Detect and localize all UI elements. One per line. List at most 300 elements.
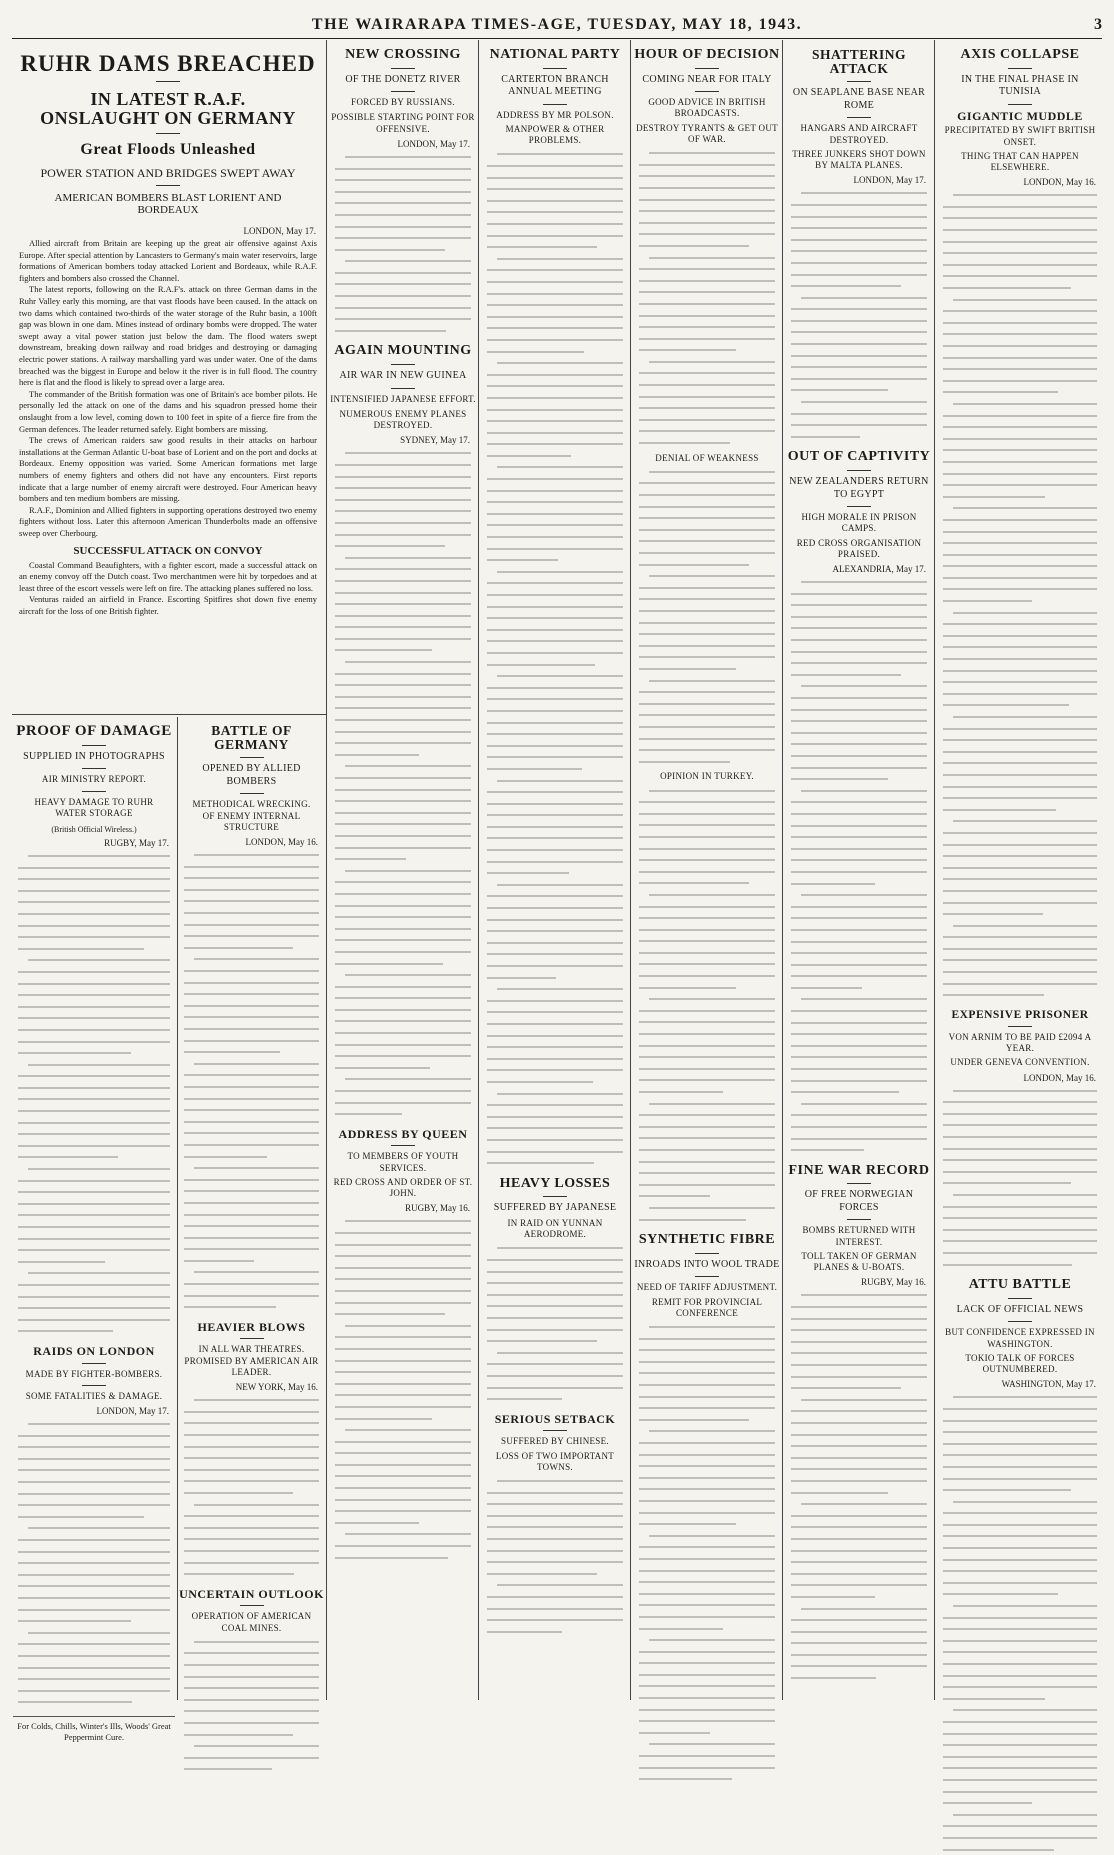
text-line [487, 148, 623, 160]
text-line [335, 587, 471, 599]
text-line [18, 1453, 170, 1465]
divider [156, 185, 180, 186]
text-line [18, 1638, 170, 1650]
text-line [184, 1093, 319, 1105]
text-line [335, 1366, 471, 1378]
text-line [184, 1255, 319, 1267]
text-line [639, 808, 775, 820]
text-line [335, 313, 471, 325]
text-line [943, 804, 1097, 816]
text-line [335, 876, 471, 888]
divider [82, 1385, 106, 1386]
text-line [18, 1256, 170, 1268]
text-line [791, 1289, 927, 1301]
article-text [184, 1636, 319, 1775]
text-line [791, 1040, 927, 1052]
text-line [18, 1499, 170, 1511]
text-line [487, 577, 623, 589]
paragraph: Coastal Command Beaufighters, with a fighter escort, made a successful attack on an enemy convoy off the Dutch coast. Two merchantmen were hit by torpedoes and at least three of the escort vessels were left on fire. The attacking planes suffered no loss. [19, 560, 317, 595]
headline: AXIS COLLAPSE [938, 48, 1102, 63]
text-line [487, 1393, 623, 1405]
text-line [639, 663, 775, 675]
text-line [184, 1694, 319, 1706]
subheadline: SUFFERED BY JAPANESE [482, 1202, 628, 1215]
text-line [487, 1533, 623, 1545]
text-line [335, 818, 471, 830]
text-line [487, 995, 623, 1007]
text-line [791, 1005, 927, 1017]
text-line [184, 965, 319, 977]
text-line [943, 583, 1097, 595]
text-line [791, 245, 927, 257]
text-line [184, 1557, 319, 1569]
text-line [943, 1507, 1097, 1519]
text-line [639, 958, 775, 970]
text-line [18, 1650, 170, 1662]
text-line [943, 769, 1097, 781]
text-line [639, 402, 775, 414]
text-line [791, 1533, 927, 1545]
text-line [487, 937, 623, 949]
text-line [184, 849, 319, 861]
text-line [487, 357, 623, 369]
text-line [791, 657, 927, 669]
text-line [18, 862, 170, 874]
text-line [791, 222, 927, 234]
text-line [487, 392, 623, 404]
text-line [335, 1540, 471, 1552]
text-line [791, 1660, 927, 1672]
text-line [639, 1530, 775, 1542]
text-line [335, 244, 471, 256]
text-line [335, 517, 471, 529]
text-line [943, 1096, 1097, 1108]
text-line [639, 217, 775, 229]
text-line [487, 450, 623, 462]
text-line [791, 1521, 927, 1533]
text-line [791, 843, 927, 855]
text-line [487, 763, 623, 775]
text-line [639, 721, 775, 733]
text-line [184, 1127, 319, 1139]
subheadline: POWER STATION AND BRIDGES SWEPT AWAY [14, 167, 322, 180]
hour-article [634, 44, 780, 1704]
text-line [639, 275, 775, 287]
text-line [943, 966, 1097, 978]
text-line [639, 993, 775, 1005]
text-line [943, 1600, 1097, 1612]
text-line [184, 1266, 319, 1278]
subheadline: GOOD ADVICE IN BRITISH BROADCASTS. [634, 97, 780, 120]
text-line [18, 1267, 170, 1279]
text-line [943, 1177, 1097, 1189]
text-line [791, 1591, 927, 1603]
text-line [335, 1470, 471, 1482]
text-line [335, 1250, 471, 1262]
text-line [184, 1081, 319, 1093]
text-line [639, 1518, 775, 1530]
text-line [335, 174, 471, 186]
text-line [487, 1018, 623, 1030]
text-line [335, 784, 471, 796]
text-line [791, 1371, 927, 1383]
headline: FINE WAR RECORD [786, 1164, 932, 1179]
text-line [18, 1012, 170, 1024]
text-line [487, 311, 623, 323]
text-line [943, 224, 1097, 236]
text-line [791, 1086, 927, 1098]
text-line [639, 1472, 775, 1484]
text-line [335, 668, 471, 680]
text-line [943, 328, 1097, 340]
text-line [943, 1588, 1097, 1600]
text-line [791, 715, 927, 727]
dateline: LONDON, May 17. [13, 1406, 169, 1416]
text-line [18, 1221, 170, 1233]
text-line [18, 1070, 170, 1082]
dateline: RUGBY, May 16. [330, 1203, 470, 1213]
paragraph: Venturas raided an airfield in France. Escorting Spitfires shot down five enemy aircraft for the loss of one British fighter. [19, 594, 317, 617]
text-line [791, 280, 927, 292]
text-line [18, 1302, 170, 1314]
text-line [184, 1752, 319, 1764]
text-line [335, 865, 471, 877]
text-line [335, 807, 471, 819]
subheadline: AIR WAR IN NEW GUINEA [330, 370, 476, 383]
text-line [487, 531, 623, 543]
text-line [487, 751, 623, 763]
headline: NATIONAL PARTY [482, 48, 628, 63]
text-line [943, 305, 1097, 317]
paragraph: The commander of the British formation was one of Britain's ace bomber pilots. He personally led the attack on one of the dams and his squadron pressed home their onslaught from a low level, coming down to 100 feet in spite of a fierce fire from the German defences. The leader returned safely. Eight bombers are missing. [19, 389, 317, 435]
text-line [184, 1729, 319, 1741]
text-line [184, 1522, 319, 1534]
text-line [639, 252, 775, 264]
text-line [943, 1797, 1097, 1809]
text-line [335, 1085, 471, 1097]
text-line [184, 1452, 319, 1464]
subheadline: BOMBS RETURNED WITH INTEREST. [786, 1225, 932, 1248]
text-line [639, 970, 775, 982]
text-line [18, 1082, 170, 1094]
text-line [639, 524, 775, 536]
text-line [943, 1786, 1097, 1798]
text-line [791, 704, 927, 716]
paragraph: R.A.F., Dominion and Allied fighters in supporting operations destroyed two enemy fighters without loss. Later this afternoon American Thunderbolts made an offensive sweep over Cherbourg. [19, 505, 317, 540]
text-line [184, 1023, 319, 1035]
text-line [184, 1533, 319, 1545]
text-line [943, 839, 1097, 851]
text-line [184, 1116, 319, 1128]
text-line [791, 831, 927, 843]
text-line [791, 1417, 927, 1429]
text-line [639, 877, 775, 889]
text-line [487, 1510, 623, 1522]
article-text [943, 1085, 1097, 1271]
article-text [943, 1391, 1097, 1855]
text-line [487, 902, 623, 914]
subheadline: Great Floods Unleashed [14, 142, 322, 159]
text-line [487, 1370, 623, 1382]
text-line [18, 1685, 170, 1697]
text-line [184, 1671, 319, 1683]
text-line [335, 934, 471, 946]
article-text [18, 850, 170, 1337]
text-line [639, 582, 775, 594]
text-line [639, 889, 775, 901]
text-line [639, 1704, 775, 1716]
text-line [487, 1614, 623, 1626]
text-line [487, 1146, 623, 1158]
divider [543, 104, 567, 105]
text-line [487, 612, 623, 624]
text-line [791, 646, 927, 658]
text-line [18, 1036, 170, 1048]
text-line [639, 796, 775, 808]
text-line [18, 1557, 170, 1569]
text-line [943, 572, 1097, 584]
headline: EXPENSIVE PRISONER [938, 1009, 1102, 1021]
text-line [943, 189, 1097, 201]
text-line [791, 773, 927, 785]
text-line [791, 187, 927, 199]
text-line [943, 978, 1097, 990]
text-line [487, 775, 623, 787]
text-line [639, 263, 775, 275]
text-line [184, 1510, 319, 1522]
text-line [18, 1105, 170, 1117]
text-line [943, 827, 1097, 839]
text-line [487, 1335, 623, 1347]
text-line [335, 1227, 471, 1239]
text-line [639, 1144, 775, 1156]
text-line [487, 1289, 623, 1301]
text-line [943, 1189, 1097, 1201]
text-line [943, 294, 1097, 306]
text-line [184, 1499, 319, 1511]
text-line [487, 519, 623, 531]
text-line [639, 570, 775, 582]
text-line [943, 1154, 1097, 1166]
text-line [791, 1579, 927, 1591]
text-line [791, 878, 927, 890]
text-line [639, 1356, 775, 1368]
subheadline: THING THAT CAN HAPPEN ELSEWHERE. [938, 151, 1102, 174]
text-line [184, 1740, 319, 1752]
text-line [639, 593, 775, 605]
text-line [791, 1672, 927, 1684]
text-line [18, 920, 170, 932]
text-line [791, 1440, 927, 1452]
article-text [791, 1289, 927, 1683]
text-line [487, 589, 623, 601]
text-line [184, 1011, 319, 1023]
text-line [18, 1151, 170, 1163]
text-line [943, 920, 1097, 932]
text-line [943, 1809, 1097, 1821]
text-line [791, 1313, 927, 1325]
text-line [18, 1604, 170, 1616]
text-line [639, 1762, 775, 1774]
text-line [639, 1344, 775, 1356]
text-line [639, 935, 775, 947]
text-line [639, 675, 775, 687]
text-line [943, 688, 1097, 700]
text-line [943, 352, 1097, 364]
text-line [791, 257, 927, 269]
text-line [639, 286, 775, 298]
article-text [184, 1394, 319, 1580]
text-line [184, 1429, 319, 1441]
subheadline: SOME FATALITIES & DAMAGE. [13, 1391, 175, 1402]
text-line [335, 1343, 471, 1355]
text-line [335, 1320, 471, 1332]
divider [391, 68, 415, 69]
headline: RAIDS ON LONDON [13, 1345, 175, 1358]
text-line [639, 1669, 775, 1681]
text-line [18, 1128, 170, 1140]
divider [847, 81, 871, 82]
text-line [639, 1321, 775, 1333]
text-line [943, 815, 1097, 827]
text-line [335, 853, 471, 865]
text-line [487, 322, 623, 334]
text-line [639, 159, 775, 171]
text-line [335, 772, 471, 784]
national-article [482, 44, 628, 1704]
text-line [639, 982, 775, 994]
text-line [943, 456, 1097, 468]
text-line [487, 1475, 623, 1487]
text-line [487, 415, 623, 427]
divider [391, 91, 415, 92]
text-line [335, 644, 471, 656]
text-line [791, 1121, 927, 1133]
text-line [791, 738, 927, 750]
text-line [943, 943, 1097, 955]
article-text [184, 849, 319, 1313]
text-line [487, 647, 623, 659]
text-line [18, 1314, 170, 1326]
text-line [943, 1646, 1097, 1658]
text-line [335, 726, 471, 738]
text-line [487, 635, 623, 647]
text-line [943, 375, 1097, 387]
text-line [639, 1623, 775, 1635]
article-body [19, 560, 317, 618]
text-line [335, 1097, 471, 1109]
text-line [639, 1576, 775, 1588]
text-line [184, 1046, 319, 1058]
text-line [335, 1389, 471, 1401]
dateline: RUGBY, May 16. [786, 1277, 926, 1287]
text-line [639, 1214, 775, 1226]
text-line [943, 1259, 1097, 1271]
article-text [639, 1321, 775, 1785]
text-line [943, 1704, 1097, 1716]
subheadline: OF ENEMY INTERNAL STRUCTURE [179, 811, 324, 834]
page-number: 3 [1094, 16, 1102, 34]
text-line [335, 1308, 471, 1320]
text-line [639, 1190, 775, 1202]
text-line [943, 723, 1097, 735]
text-line [639, 651, 775, 663]
text-line [335, 911, 471, 923]
headline: UNCERTAIN OUTLOOK [179, 1588, 324, 1601]
paragraph: The crews of American raiders saw good results in their attacks on harbour installations at the German Atlantic U-boat base of Lorient and on the port and docks at Bordeaux. Enemy opposition was varied. Some American formations met large numbers of enemy fighters and others did not have any encounters. First reports indicate that a large number of enemy aircraft were destroyed. Four American heavy bombers and ten medium bombers are missing. [19, 435, 317, 505]
text-line [487, 983, 623, 995]
text-line [18, 1047, 170, 1059]
text-line [943, 444, 1097, 456]
text-line [791, 959, 927, 971]
article-text [487, 148, 623, 1168]
text-line [487, 1300, 623, 1312]
text-line [791, 669, 927, 681]
text-line [18, 1534, 170, 1546]
text-line [487, 1579, 623, 1591]
text-line [335, 1273, 471, 1285]
headline: SYNTHETIC FIBRE [634, 1233, 780, 1248]
text-line [943, 630, 1097, 642]
battle-article [179, 720, 324, 1705]
text-line [184, 1705, 319, 1717]
text-line [18, 896, 170, 908]
subheadline: IN RAID ON YUNNAN AERODROME. [482, 1218, 628, 1241]
subheadline: LOSS OF TWO IMPORTANT TOWNS. [482, 1451, 628, 1474]
text-line [943, 607, 1097, 619]
text-line [184, 1647, 319, 1659]
divider [847, 506, 871, 507]
subheadline: RED CROSS ORGANISATION PRAISED. [786, 538, 932, 561]
text-line [639, 1202, 775, 1214]
text-line [335, 529, 471, 541]
text-line [943, 1658, 1097, 1670]
headline: SHATTERING ATTACK [786, 48, 932, 76]
subheadline: IN LATEST R.A.F. ONSLAUGHT ON GERMANY [34, 90, 302, 128]
text-line [487, 369, 623, 381]
text-line [791, 1098, 927, 1110]
text-line [487, 427, 623, 439]
text-line [791, 1028, 927, 1040]
text-line [943, 259, 1097, 271]
text-line [184, 1278, 319, 1290]
text-line [18, 931, 170, 943]
text-line [639, 240, 775, 252]
advertisement: For Colds, Chills, Winter's Ills, Woods' Great Peppermint Cure. [13, 1716, 175, 1743]
text-line [184, 1636, 319, 1648]
text-line [18, 943, 170, 955]
text-line [639, 866, 775, 878]
text-line [487, 914, 623, 926]
text-line [487, 821, 623, 833]
text-line [791, 1463, 927, 1475]
text-line [18, 1059, 170, 1071]
text-line [639, 194, 775, 206]
subheadline: TOLL TAKEN OF GERMAN PLANES & U-BOATS. [786, 1251, 932, 1274]
divider [847, 470, 871, 471]
divider [82, 745, 106, 746]
text-line [639, 501, 775, 513]
text-line [639, 1132, 775, 1144]
text-line [943, 746, 1097, 758]
text-line [639, 477, 775, 489]
text-line [943, 410, 1097, 422]
text-line [791, 1626, 927, 1638]
text-line [335, 679, 471, 691]
text-line [639, 547, 775, 559]
text-line [943, 711, 1097, 723]
text-line [335, 1528, 471, 1540]
